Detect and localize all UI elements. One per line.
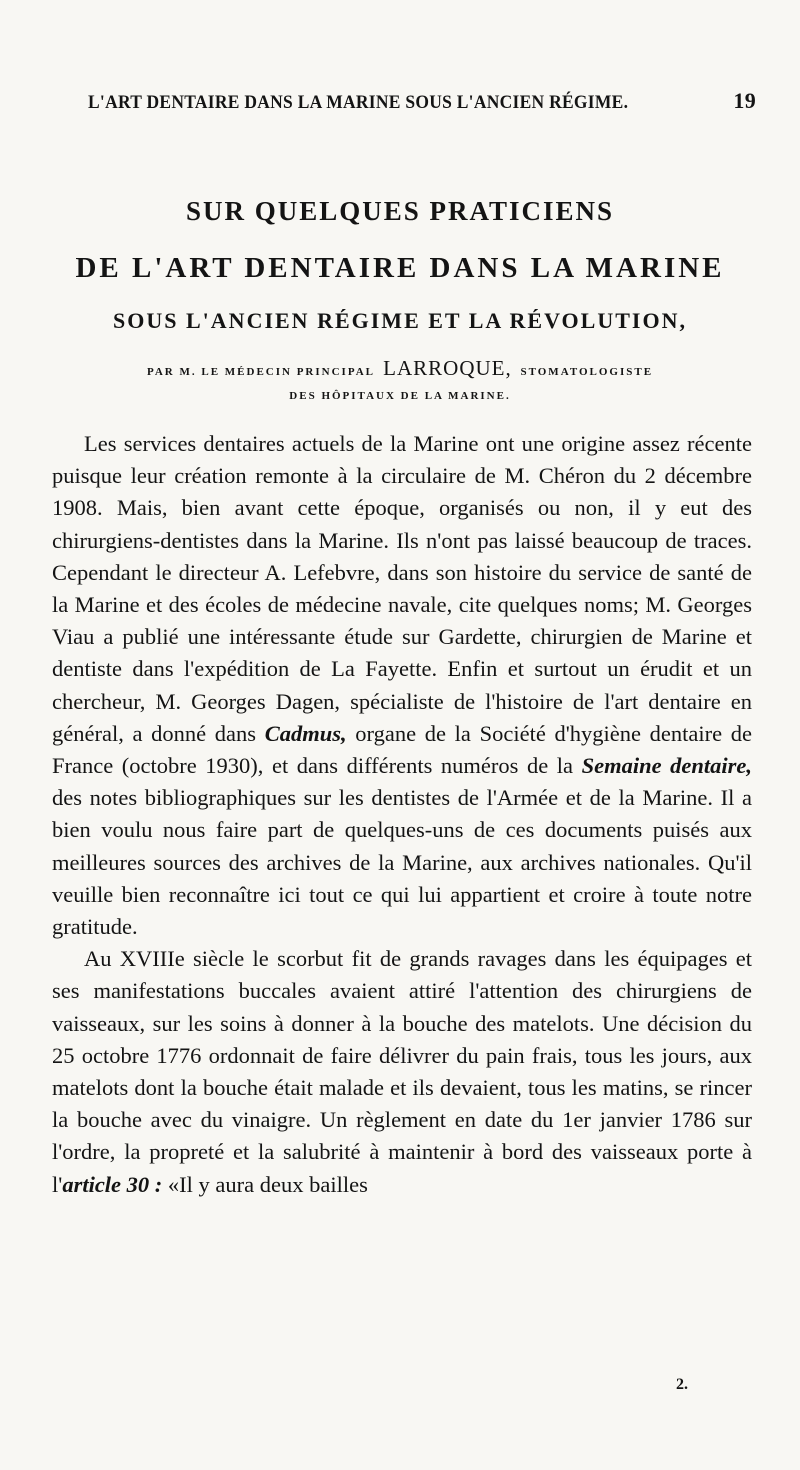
article-reference: article 30 : — [62, 1171, 163, 1197]
running-head — [88, 88, 756, 114]
author-role: STOMATOLOGISTE — [520, 366, 654, 378]
running-head-title: L'ART DENTAIRE DANS LA MARINE SOUS L'ANCIEN RÉGIME. — [88, 92, 629, 113]
paragraph — [52, 943, 752, 1201]
journal-title-semaine-dentaire: Semaine dentaire, — [581, 753, 753, 779]
article-title-line-1: SUR QUELQUES PRATICIENS — [185, 196, 615, 226]
author-name: LARROQUE, — [383, 356, 512, 380]
paragraph-2-text-a: Au XVIIIe siècle le scorbut fit de grands ravages dans les équipages et ses manifestations buccales avaient attiré l'attention des chirurgiens de vaisseaux, sur les soins à donner à la bouche des matelots. Une décision du 25 octobre 1776 ordonnait de faire délivrer du pain frais, tous les jours, aux matelots dont la bouche était malade et ils devaient, tous les matins, se rincer la bouche avec du vinaigre. Un règlement en date du 1er janvier 1786 sur l'ordre, la propreté et la salubrité à maintenir à bord des vaisseaux porte à l' — [52, 946, 752, 1197]
article-title-line-2: DE L'ART DENTAIRE DANS LA MARINE — [75, 252, 725, 284]
paragraph-1-text-c: des notes bibliographiques sur les dentistes de l'Armée et de la Marine. Il a bien voulu nous faire part de quelques-uns de ces documents puisés aux meilleures sources des archives de la Marine, aux archives nationales. Qu'il veuille bien reconnaître ici tout ce qui lui appartient et croire à toute notre gratitude. — [52, 785, 752, 940]
page-number: 19 — [733, 88, 756, 113]
paragraph — [52, 428, 752, 943]
paragraph-2-text-b: «Il y aura deux bailles — [167, 1171, 368, 1197]
journal-title-cadmus: Cadmus, — [264, 720, 347, 746]
signature-mark: 2. — [676, 1376, 688, 1393]
byline-prefix: PAR M. LE MÉDECIN PRINCIPAL — [146, 366, 375, 378]
paragraph-1-text-b: organe de la Société d'hygiène dentaire de France (octobre 1930), et dans différents numéros de la — [52, 720, 753, 779]
paragraph-1-text-a: Les services dentaires actuels de la Marine ont une origine assez récente puisque leur création remonte à la circulaire de M. Chéron du 2 décembre 1908. Mais, bien avant cette époque, organisés ou non, il y eut des chirurgiens-dentistes dans la Marine. Ils n'ont pas laissé beaucoup de traces. Cependant le directeur A. Lefebvre, dans son histoire du service de santé de la Marine et des écoles de médecine navale, cite quelques noms; M. Georges Viau a publié une intéressante étude sur Gardette, chirurgien de Marine et dentiste dans l'expédition de La Fayette. Enfin et surtout un érudit et un chercheur, M. Georges Dagen, spécialiste de l'histoire de l'art dentaire en général, a donné dans — [52, 431, 752, 746]
byline-affiliation: DES HÔPITAUX DE LA MARINE. — [289, 390, 511, 402]
article-body — [52, 428, 752, 1201]
article-title-line-3: SOUS L'ANCIEN RÉGIME ET LA RÉVOLUTION, — [113, 308, 687, 333]
byline — [0, 356, 800, 381]
